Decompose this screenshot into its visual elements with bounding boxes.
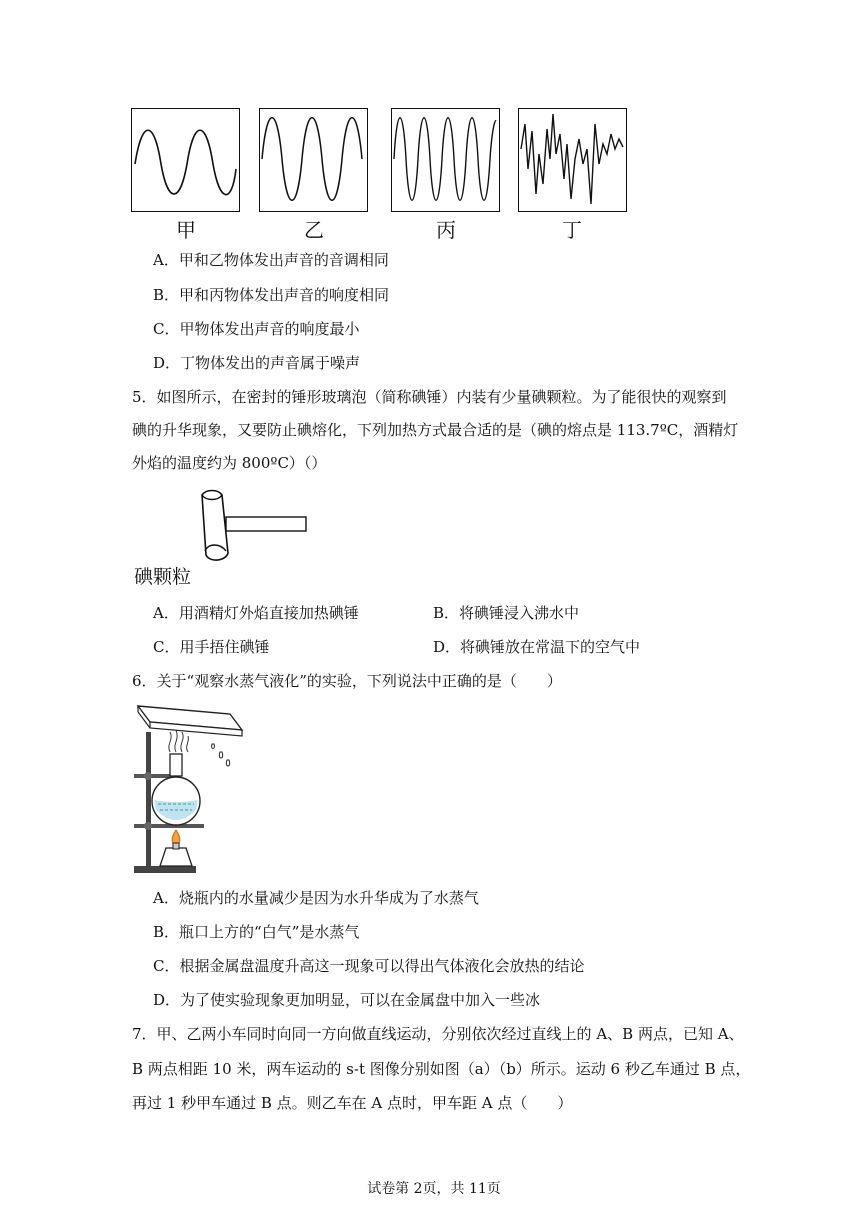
q7-stem-line-3: 再过 1 秒甲车通过 B 点。则乙车在 A 点时，甲车距 A 点（ ）: [132, 1094, 573, 1112]
q5-option-b: B．将碘锤浸入沸水中: [433, 604, 580, 622]
wave-box-jia: [131, 108, 240, 212]
iodine-particle-label: 碘颗粒: [134, 566, 192, 588]
q7-stem-line-1: 7．甲、乙两小车同时向同一方向做直线运动，分别依次经过直线上的 A、B 两点，已知 A、: [132, 1025, 744, 1043]
q4-option-c: C．甲物体发出声音的响度最小: [153, 320, 360, 338]
q6-option-c: C．根据金属盘温度升高这一现象可以得出气体液化会放热的结论: [153, 957, 585, 975]
liquefaction-apparatus-figure: [130, 700, 245, 878]
wave-label-yi: 乙: [304, 218, 324, 242]
page-footer: 试卷第 2页，共 11页: [367, 1181, 501, 1197]
iodine-hammer-graphic: [188, 487, 313, 567]
q7-stem-line-2: B 两点相距 10 米，两车运动的 s-t 图像分别如图（a）（b）所示。运动 6 秒乙车通过 B 点，: [132, 1060, 751, 1078]
wave-box-bing: [391, 108, 500, 212]
q5-stem-line-2: 碘的升华现象，又要防止碘熔化，下列加热方式最合适的是（碘的熔点是 113.7ºC，酒精灯: [132, 421, 739, 439]
wave-bing-graphic: [392, 109, 498, 210]
wave-label-jia: 甲: [176, 218, 196, 242]
q6-option-d: D．为了使实验现象更加明显，可以在金属盘中加入一些冰: [153, 991, 541, 1009]
q5-option-c: C．用手捂住碘锤: [153, 638, 270, 656]
wave-jia-graphic: [132, 109, 238, 210]
q5-option-d: D．将碘锤放在常温下的空气中: [433, 638, 641, 656]
q6-option-a: A．烧瓶内的水量减少是因为水升华成为了水蒸气: [153, 889, 479, 907]
q5-stem-line-1: 5．如图所示，在密封的锤形玻璃泡（简称碘锤）内装有少量碘颗粒。为了能很快的观察到: [132, 388, 727, 406]
q4-option-d: D．丁物体发出的声音属于噪声: [153, 354, 361, 372]
wave-box-yi: [259, 108, 368, 212]
wave-box-ding: [518, 108, 627, 212]
q4-option-b: B．甲和丙物体发出声音的响度相同: [153, 286, 390, 304]
wave-yi-graphic: [260, 109, 366, 210]
q5-stem-line-3: 外焰的温度约为 800ºC）（）: [132, 454, 327, 472]
wave-label-bing: 丙: [436, 218, 456, 242]
q5-option-a: A．用酒精灯外焰直接加热碘锤: [153, 604, 359, 622]
q6-stem: 6．关于“观察水蒸气液化”的实验，下列说法中正确的是（ ）: [132, 672, 562, 690]
liquefaction-apparatus-graphic: [130, 700, 245, 878]
q4-option-a: A．甲和乙物体发出声音的音调相同: [153, 251, 389, 269]
iodine-hammer-figure: [188, 487, 313, 567]
wave-label-ding: 丁: [562, 218, 582, 242]
wave-ding-graphic: [519, 109, 625, 210]
q6-option-b: B．瓶口上方的“白气”是水蒸气: [153, 923, 360, 941]
